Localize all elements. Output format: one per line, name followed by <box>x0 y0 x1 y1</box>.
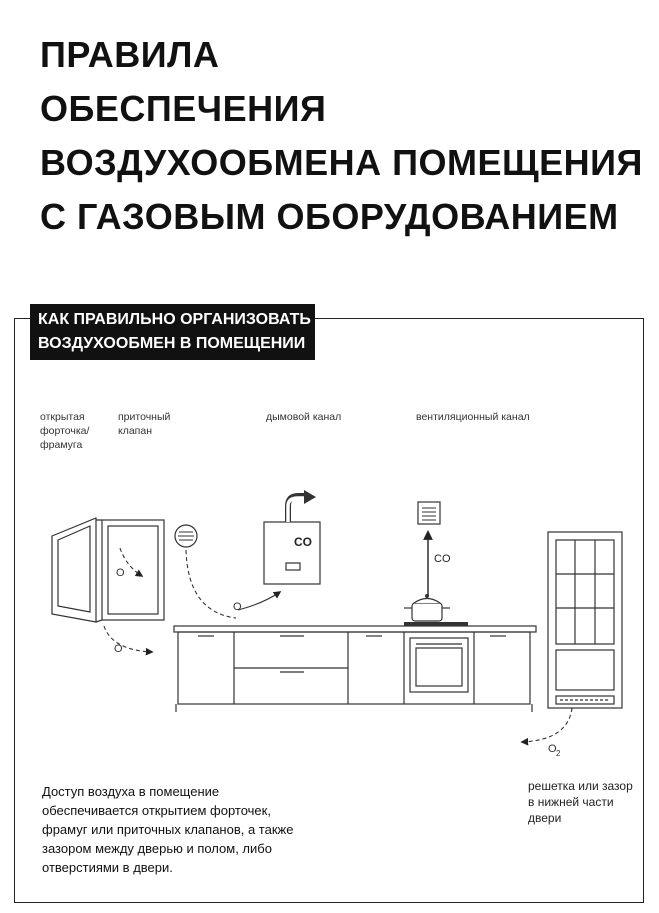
cooktop-pot-illustration <box>404 594 468 626</box>
airflow-arrows <box>104 548 572 742</box>
open-window-illustration <box>52 518 164 622</box>
title-line-1: ПРАВИЛА <box>40 34 220 75</box>
door-illustration <box>548 532 622 708</box>
label-valve: приточный клапан <box>118 411 171 437</box>
o2-door-subscript: 2 <box>556 749 561 758</box>
label-vent: вентиляционный канал <box>416 411 530 423</box>
o2-door-label: O <box>548 743 557 755</box>
title-line-2: ОБЕСПЕЧЕНИЯ <box>40 88 327 129</box>
supply-valve-icon <box>175 525 197 547</box>
section-heading-line-2: ВОЗДУХООБМЕН В ПОМЕЩЕНИИ <box>38 335 306 352</box>
o2-lower-label: O <box>114 643 123 655</box>
kitchen-counter-illustration <box>174 626 536 712</box>
vent-grille-icon <box>418 502 440 524</box>
title-line-3: ВОЗДУХООБМЕНА ПОМЕЩЕНИЯ <box>40 142 643 183</box>
description-text: Доступ воздуха в помещение обеспечивается открытием форточек, фрамуг или приточных клапанов, а также зазором между дверью и полом, либо отверстиями в двери. <box>42 784 294 875</box>
o2-valve-label: O <box>233 601 242 613</box>
label-window: открытая форточка/ фрамуга <box>40 411 90 451</box>
title-line-4: С ГАЗОВЫМ ОБОРУДОВАНИЕМ <box>40 196 619 237</box>
o2-window-label: O <box>116 567 125 579</box>
co-boiler-label: CO <box>294 535 312 549</box>
co-vent-label: CO <box>434 553 451 565</box>
label-door: решетка или зазор в нижней части двери <box>528 779 633 825</box>
section-heading-line-1: КАК ПРАВИЛЬНО ОРГАНИЗОВАТЬ <box>38 311 311 328</box>
label-flue: дымовой канал <box>266 411 342 423</box>
